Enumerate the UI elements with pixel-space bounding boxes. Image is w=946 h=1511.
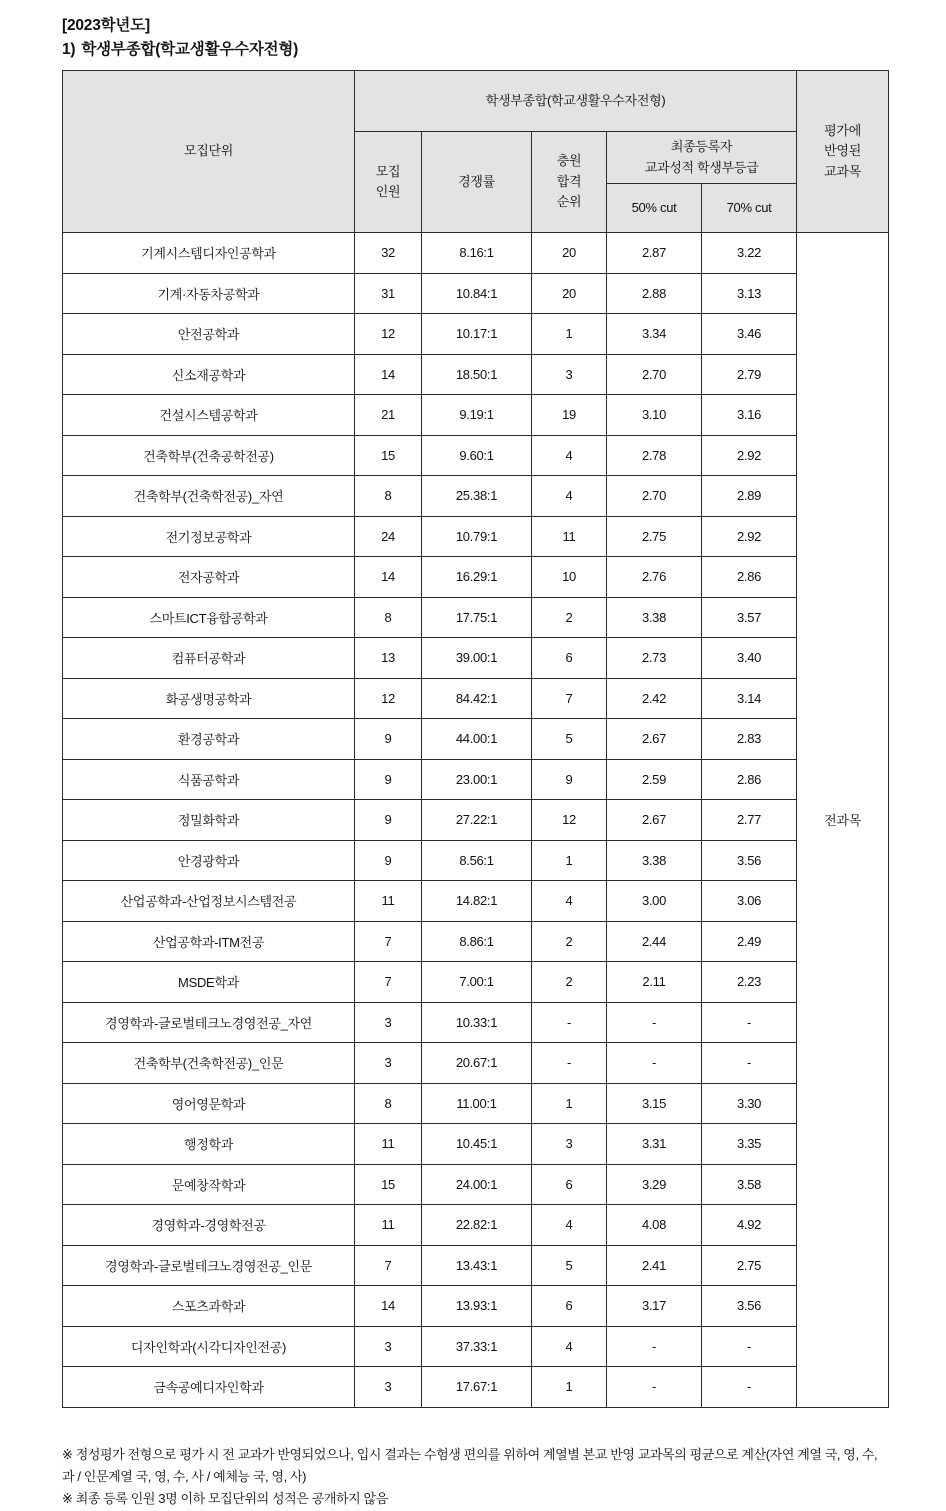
cell-ratio: 84.42:1	[422, 678, 532, 719]
cell-cut70: 2.77	[702, 800, 797, 841]
cell-quota: 15	[355, 435, 422, 476]
cell-ratio: 10.17:1	[422, 314, 532, 355]
table-row	[63, 476, 889, 517]
cell-cut70: 3.35	[702, 1124, 797, 1165]
cell-quota: 3	[355, 1367, 422, 1408]
table-row	[63, 1326, 889, 1367]
cell-cut50: 2.67	[607, 719, 702, 760]
header-admission-type: 학생부종합(학교생활우수자전형)	[355, 71, 797, 132]
academic-year-label: [2023학년도]	[62, 17, 150, 34]
cell-quota: 8	[355, 597, 422, 638]
cell-rank: 1	[532, 314, 607, 355]
cell-rank: 1	[532, 1367, 607, 1408]
cell-cut70: 2.23	[702, 962, 797, 1003]
cell-quota: 14	[355, 354, 422, 395]
cell-quota: 24	[355, 516, 422, 557]
table-row	[63, 1205, 889, 1246]
cell-ratio: 10.45:1	[422, 1124, 532, 1165]
cell-ratio: 44.00:1	[422, 719, 532, 760]
cell-ratio: 8.56:1	[422, 840, 532, 881]
cell-cut70: 2.86	[702, 557, 797, 598]
table-row	[63, 557, 889, 598]
admissions-results-table	[62, 70, 889, 1408]
cell-cut70: 2.86	[702, 759, 797, 800]
cell-cut50: 2.67	[607, 800, 702, 841]
table-row	[63, 678, 889, 719]
cell-cut50: 2.75	[607, 516, 702, 557]
cell-cut70: 2.92	[702, 435, 797, 476]
cell-rank: 5	[532, 719, 607, 760]
table-row	[63, 759, 889, 800]
cell-cut70: 3.57	[702, 597, 797, 638]
cell-department: 건축학부(건축공학전공)	[63, 435, 355, 476]
cell-rank: 1	[532, 840, 607, 881]
cell-department: 영어영문학과	[63, 1083, 355, 1124]
cell-quota: 3	[355, 1002, 422, 1043]
cell-quota: 7	[355, 921, 422, 962]
table-row	[63, 921, 889, 962]
cell-ratio: 27.22:1	[422, 800, 532, 841]
cell-rank: 9	[532, 759, 607, 800]
table-row	[63, 1245, 889, 1286]
cell-rank: 7	[532, 678, 607, 719]
cell-cut50: 2.11	[607, 962, 702, 1003]
cell-department: 기계시스템디자인공학과	[63, 233, 355, 274]
cell-ratio: 11.00:1	[422, 1083, 532, 1124]
cell-cut50: 2.42	[607, 678, 702, 719]
cell-department: 스마트ICT융합공학과	[63, 597, 355, 638]
table-row	[63, 516, 889, 557]
cell-department: MSDE학과	[63, 962, 355, 1003]
table-row	[63, 233, 889, 274]
cell-cut70: 2.89	[702, 476, 797, 517]
cell-ratio: 10.33:1	[422, 1002, 532, 1043]
cell-cut70: 3.14	[702, 678, 797, 719]
header-cut70: 70% cut	[702, 184, 797, 233]
cell-cut70: 2.75	[702, 1245, 797, 1286]
cell-department: 문예창작학과	[63, 1164, 355, 1205]
cell-rank: 5	[532, 1245, 607, 1286]
cell-ratio: 23.00:1	[422, 759, 532, 800]
cell-department: 경영학과-글로벌테크노경영전공_인문	[63, 1245, 355, 1286]
cell-cut70: -	[702, 1367, 797, 1408]
cell-cut50: 2.73	[607, 638, 702, 679]
cell-quota: 13	[355, 638, 422, 679]
cell-quota: 15	[355, 1164, 422, 1205]
table-body	[63, 233, 889, 1408]
header-final-registrant-line1: 최종등록자	[670, 139, 733, 154]
cell-department: 건축학부(건축학전공)_자연	[63, 476, 355, 517]
cell-cut50: 3.00	[607, 881, 702, 922]
cell-ratio: 17.67:1	[422, 1367, 532, 1408]
cell-cut50: 3.38	[607, 597, 702, 638]
cell-cut50: 3.38	[607, 840, 702, 881]
cell-cut50: -	[607, 1043, 702, 1084]
table-row	[63, 1043, 889, 1084]
cell-quota: 12	[355, 314, 422, 355]
table-row	[63, 1367, 889, 1408]
table-row	[63, 881, 889, 922]
cell-department: 컴퓨터공학과	[63, 638, 355, 679]
cell-department: 전기정보공학과	[63, 516, 355, 557]
cell-cut50: 2.78	[607, 435, 702, 476]
cell-department: 경영학과-경영학전공	[63, 1205, 355, 1246]
cell-cut50: 3.31	[607, 1124, 702, 1165]
table-header	[63, 71, 889, 233]
cell-cut70: 3.46	[702, 314, 797, 355]
cell-cut50: -	[607, 1367, 702, 1408]
cell-cut50: 4.08	[607, 1205, 702, 1246]
cell-cut70: 4.92	[702, 1205, 797, 1246]
cell-rank: 6	[532, 1164, 607, 1205]
cell-rank: 4	[532, 1326, 607, 1367]
cell-rank: 20	[532, 273, 607, 314]
cell-cut70: -	[702, 1002, 797, 1043]
table-row	[63, 597, 889, 638]
cell-ratio: 7.00:1	[422, 962, 532, 1003]
cell-cut70: 3.06	[702, 881, 797, 922]
cell-department: 환경공학과	[63, 719, 355, 760]
cell-department: 기계·자동차공학과	[63, 273, 355, 314]
cell-cut50: 2.88	[607, 273, 702, 314]
cell-rank: 1	[532, 1083, 607, 1124]
cell-rank: 10	[532, 557, 607, 598]
cell-department: 식품공학과	[63, 759, 355, 800]
cell-rank: 2	[532, 921, 607, 962]
cell-quota: 14	[355, 557, 422, 598]
table-row	[63, 395, 889, 436]
table-row	[63, 354, 889, 395]
cell-cut70: 3.58	[702, 1164, 797, 1205]
table-row	[63, 1083, 889, 1124]
cell-rank: -	[532, 1043, 607, 1084]
cell-ratio: 24.00:1	[422, 1164, 532, 1205]
cell-cut70: 3.56	[702, 840, 797, 881]
cell-rank: 3	[532, 354, 607, 395]
table-row	[63, 800, 889, 841]
cell-department: 산업공학과-ITM전공	[63, 921, 355, 962]
cell-quota: 32	[355, 233, 422, 274]
cell-quota: 9	[355, 759, 422, 800]
cell-rank: 6	[532, 638, 607, 679]
cell-department: 금속공예디자인학과	[63, 1367, 355, 1408]
cell-ratio: 10.84:1	[422, 273, 532, 314]
cell-department: 정밀화학과	[63, 800, 355, 841]
cell-ratio: 37.33:1	[422, 1326, 532, 1367]
cell-rank: 12	[532, 800, 607, 841]
table-row	[63, 1002, 889, 1043]
table-row	[63, 314, 889, 355]
cell-cut70: 3.40	[702, 638, 797, 679]
cell-quota: 7	[355, 1245, 422, 1286]
table-row	[63, 719, 889, 760]
section-number: 1)	[62, 41, 76, 59]
cell-quota: 9	[355, 800, 422, 841]
cell-cut50: 2.76	[607, 557, 702, 598]
cell-cut70: -	[702, 1043, 797, 1084]
cell-department: 신소재공학과	[63, 354, 355, 395]
table-row	[63, 1286, 889, 1327]
table-row	[63, 435, 889, 476]
cell-department: 디자인학과(시각디자인전공)	[63, 1326, 355, 1367]
cell-ratio: 16.29:1	[422, 557, 532, 598]
cell-rank: 20	[532, 233, 607, 274]
cell-cut70: 2.79	[702, 354, 797, 395]
cell-cut50: 3.15	[607, 1083, 702, 1124]
cell-cut70: 2.83	[702, 719, 797, 760]
cell-department: 안전공학과	[63, 314, 355, 355]
header-evaluated-subjects: 평가에 반영된 교과목	[797, 71, 889, 233]
cell-quota: 11	[355, 1205, 422, 1246]
cell-ratio: 13.93:1	[422, 1286, 532, 1327]
cell-evaluated-subjects: 전과목	[797, 233, 889, 1408]
cell-cut50: 3.10	[607, 395, 702, 436]
cell-ratio: 20.67:1	[422, 1043, 532, 1084]
header-competition-ratio: 경쟁률	[422, 132, 532, 233]
cell-rank: -	[532, 1002, 607, 1043]
cell-cut50: -	[607, 1326, 702, 1367]
table-row	[63, 1164, 889, 1205]
cell-ratio: 13.43:1	[422, 1245, 532, 1286]
cell-rank: 6	[532, 1286, 607, 1327]
cell-cut50: 2.59	[607, 759, 702, 800]
cell-cut70: 2.92	[702, 516, 797, 557]
cell-quota: 3	[355, 1326, 422, 1367]
cell-rank: 3	[532, 1124, 607, 1165]
header-quota: 모집 인원	[355, 132, 422, 233]
cell-ratio: 8.86:1	[422, 921, 532, 962]
cell-ratio: 22.82:1	[422, 1205, 532, 1246]
cell-quota: 11	[355, 881, 422, 922]
header-cut50: 50% cut	[607, 184, 702, 233]
table-row	[63, 638, 889, 679]
cell-rank: 19	[532, 395, 607, 436]
cell-quota: 12	[355, 678, 422, 719]
cell-cut50: 2.44	[607, 921, 702, 962]
header-row-top	[63, 71, 889, 132]
cell-ratio: 14.82:1	[422, 881, 532, 922]
cell-department: 스포츠과학과	[63, 1286, 355, 1327]
cell-quota: 3	[355, 1043, 422, 1084]
table-row	[63, 1124, 889, 1165]
cell-quota: 31	[355, 273, 422, 314]
cell-cut50: 2.70	[607, 476, 702, 517]
cell-department: 산업공학과-산업정보시스템전공	[63, 881, 355, 922]
footnotes	[62, 1444, 890, 1511]
cell-cut50: 2.41	[607, 1245, 702, 1286]
cell-cut70: 3.30	[702, 1083, 797, 1124]
header-recruitment-unit: 모집단위	[63, 71, 355, 233]
cell-ratio: 9.19:1	[422, 395, 532, 436]
cell-quota: 9	[355, 719, 422, 760]
cell-ratio: 25.38:1	[422, 476, 532, 517]
cell-cut50: 3.17	[607, 1286, 702, 1327]
cell-ratio: 39.00:1	[422, 638, 532, 679]
cell-rank: 4	[532, 881, 607, 922]
cell-cut70: 3.16	[702, 395, 797, 436]
cell-rank: 11	[532, 516, 607, 557]
cell-quota: 11	[355, 1124, 422, 1165]
cell-department: 경영학과-글로벌테크노경영전공_자연	[63, 1002, 355, 1043]
page-title	[62, 38, 890, 62]
cell-cut50: -	[607, 1002, 702, 1043]
cell-cut50: 3.34	[607, 314, 702, 355]
cell-cut50: 2.70	[607, 354, 702, 395]
table-row	[63, 840, 889, 881]
cell-cut70: -	[702, 1326, 797, 1367]
cell-ratio: 8.16:1	[422, 233, 532, 274]
header-waitlist-rank: 충원 합격 순위	[532, 132, 607, 233]
cell-rank: 2	[532, 962, 607, 1003]
cell-cut50: 2.87	[607, 233, 702, 274]
cell-department: 건축학부(건축학전공)_인문	[63, 1043, 355, 1084]
section-title-text: 학생부종합(학교생활우수자전형)	[81, 41, 299, 59]
cell-rank: 4	[532, 476, 607, 517]
header-final-registrant	[607, 132, 797, 184]
cell-rank: 2	[532, 597, 607, 638]
header-final-registrant-line2: 교과성적 학생부등급	[644, 159, 759, 175]
cell-quota: 8	[355, 476, 422, 517]
cell-rank: 4	[532, 1205, 607, 1246]
cell-cut70: 3.22	[702, 233, 797, 274]
cell-quota: 14	[355, 1286, 422, 1327]
cell-quota: 7	[355, 962, 422, 1003]
cell-rank: 4	[532, 435, 607, 476]
footnote-1: ※ 정성평가 전형으로 평가 시 전 교과가 반영되었으나, 입시 결과는 수험생 편의를 위하여 계열별 본교 반영 교과목의 평균으로 계산(자연 계열 국, 영, 수, 과 / 인문계열 국, 영, 수, 사 / 예체능 국, 영, 사)	[62, 1446, 878, 1484]
cell-department: 안경광학과	[63, 840, 355, 881]
cell-department: 화공생명공학과	[63, 678, 355, 719]
cell-cut70: 2.49	[702, 921, 797, 962]
cell-department: 행정학과	[63, 1124, 355, 1165]
table-row	[63, 962, 889, 1003]
cell-ratio: 9.60:1	[422, 435, 532, 476]
cell-ratio: 17.75:1	[422, 597, 532, 638]
cell-department: 건설시스템공학과	[63, 395, 355, 436]
cell-quota: 21	[355, 395, 422, 436]
table-row	[63, 273, 889, 314]
cell-quota: 9	[355, 840, 422, 881]
cell-quota: 8	[355, 1083, 422, 1124]
cell-ratio: 10.79:1	[422, 516, 532, 557]
cell-department: 전자공학과	[63, 557, 355, 598]
cell-cut70: 3.13	[702, 273, 797, 314]
cell-cut70: 3.56	[702, 1286, 797, 1327]
footnote-2: ※ 최종 등록 인원 3명 이하 모집단위의 성적은 공개하지 않음	[62, 1491, 388, 1507]
cell-cut50: 3.29	[607, 1164, 702, 1205]
cell-ratio: 18.50:1	[422, 354, 532, 395]
